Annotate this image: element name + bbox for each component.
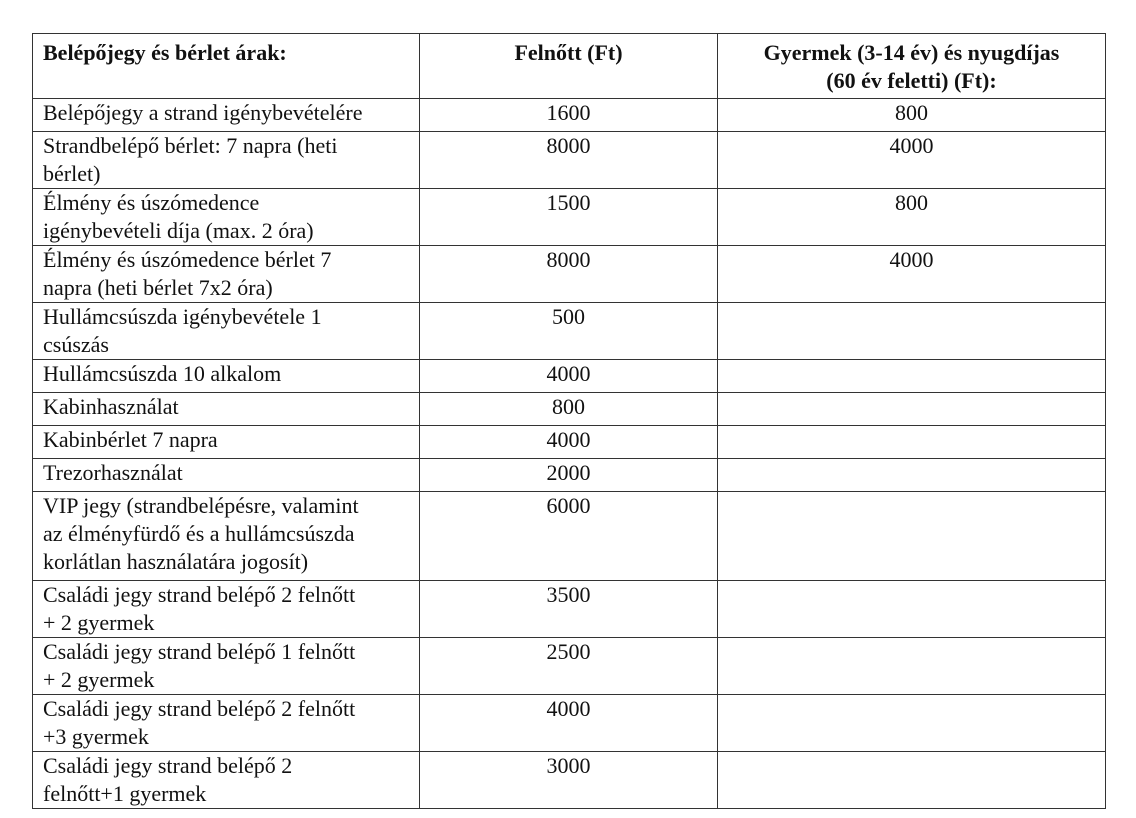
ticket-name-line: +3 gyermek xyxy=(43,724,149,749)
ticket-name-cell xyxy=(33,99,420,132)
ticket-name-cell xyxy=(33,189,420,246)
adult-price-cell: 500 xyxy=(420,303,718,360)
adult-price-cell: 3500 xyxy=(420,581,718,638)
adult-price-cell: 2000 xyxy=(420,459,718,492)
ticket-name-line: felnőtt+1 gyermek xyxy=(43,781,207,806)
child-senior-price-cell xyxy=(718,303,1106,360)
table-row xyxy=(33,752,1106,809)
ticket-name-line: Családi jegy strand belépő 1 felnőtt xyxy=(43,639,356,664)
child-senior-price-cell xyxy=(718,638,1106,695)
child-senior-price-cell xyxy=(718,752,1106,809)
ticket-name-cell xyxy=(33,492,420,581)
table-row xyxy=(33,459,1106,492)
ticket-name-line: Hullámcsúszda 10 alkalom xyxy=(43,361,282,386)
child-senior-price-cell: 4000 xyxy=(718,132,1106,189)
table-row xyxy=(33,638,1106,695)
child-senior-price-cell: 800 xyxy=(718,189,1106,246)
ticket-name-cell xyxy=(33,246,420,303)
ticket-name-line: Kabinhasználat xyxy=(43,394,179,419)
header-adult-label: Felnőtt (Ft) xyxy=(514,40,623,65)
ticket-name-cell xyxy=(33,638,420,695)
child-senior-price-cell: 800 xyxy=(718,99,1106,132)
ticket-name-cell xyxy=(33,459,420,492)
ticket-name-line: + 2 gyermek xyxy=(43,610,155,635)
ticket-name-line: csúszás xyxy=(43,332,109,357)
header-adult xyxy=(420,34,718,99)
ticket-name-cell xyxy=(33,393,420,426)
table-row xyxy=(33,99,1106,132)
adult-price-cell: 3000 xyxy=(420,752,718,809)
table-row xyxy=(33,581,1106,638)
ticket-name-line: Családi jegy strand belépő 2 felnőtt xyxy=(43,696,356,721)
ticket-name-cell xyxy=(33,426,420,459)
ticket-name-line: napra (heti bérlet 7x2 óra) xyxy=(43,275,273,300)
ticket-name-line: Hullámcsúszda igénybevétele 1 xyxy=(43,304,322,329)
ticket-name-line: Trezorhasználat xyxy=(43,460,183,485)
ticket-name-line: Belépőjegy a strand igénybevételére xyxy=(43,100,363,125)
table-row xyxy=(33,492,1106,581)
child-senior-price-cell xyxy=(718,581,1106,638)
table-row xyxy=(33,393,1106,426)
ticket-name-cell xyxy=(33,360,420,393)
ticket-name-line: Családi jegy strand belépő 2 xyxy=(43,753,293,778)
adult-price-cell: 8000 xyxy=(420,132,718,189)
ticket-name-line: az élményfürdő és a hullámcsúszda xyxy=(43,521,355,546)
adult-price-cell: 4000 xyxy=(420,360,718,393)
adult-price-cell: 6000 xyxy=(420,492,718,581)
child-senior-price-cell xyxy=(718,459,1106,492)
ticket-name-line: Strandbelépő bérlet: 7 napra (heti xyxy=(43,133,338,158)
ticket-name-line: igénybevételi díja (max. 2 óra) xyxy=(43,218,314,243)
table-row xyxy=(33,132,1106,189)
ticket-name-line: Kabinbérlet 7 napra xyxy=(43,427,218,452)
price-table xyxy=(32,33,1106,809)
table-row xyxy=(33,303,1106,360)
ticket-name-line: VIP jegy (strandbelépésre, valamint xyxy=(43,493,359,518)
ticket-name-cell xyxy=(33,581,420,638)
ticket-name-cell xyxy=(33,132,420,189)
child-senior-price-cell xyxy=(718,426,1106,459)
adult-price-cell: 1500 xyxy=(420,189,718,246)
ticket-name-line: Élmény és úszómedence bérlet 7 xyxy=(43,247,332,272)
header-ticket-type-label: Belépőjegy és bérlet árak: xyxy=(43,40,287,65)
adult-price-cell: 4000 xyxy=(420,695,718,752)
ticket-name-cell xyxy=(33,303,420,360)
child-senior-price-cell: 4000 xyxy=(718,246,1106,303)
ticket-name-cell xyxy=(33,752,420,809)
header-child-label-line1: Gyermek (3-14 év) és nyugdíjas xyxy=(763,40,1060,65)
child-senior-price-cell xyxy=(718,360,1106,393)
adult-price-cell: 800 xyxy=(420,393,718,426)
ticket-name-line: Élmény és úszómedence xyxy=(43,190,260,215)
ticket-name-line: bérlet) xyxy=(43,161,101,186)
table-body xyxy=(33,99,1106,809)
adult-price-cell: 2500 xyxy=(420,638,718,695)
table-row xyxy=(33,189,1106,246)
table-row xyxy=(33,246,1106,303)
ticket-name-line: Családi jegy strand belépő 2 felnőtt xyxy=(43,582,356,607)
ticket-name-line: + 2 gyermek xyxy=(43,667,155,692)
table-row xyxy=(33,426,1106,459)
ticket-name-cell xyxy=(33,695,420,752)
header-ticket-type xyxy=(33,34,420,99)
adult-price-cell: 8000 xyxy=(420,246,718,303)
adult-price-cell: 4000 xyxy=(420,426,718,459)
header-child-senior xyxy=(718,34,1106,99)
table-row xyxy=(33,360,1106,393)
adult-price-cell: 1600 xyxy=(420,99,718,132)
table-row xyxy=(33,695,1106,752)
child-senior-price-cell xyxy=(718,492,1106,581)
child-senior-price-cell xyxy=(718,393,1106,426)
header-child-label-line2: (60 év feletti) (Ft): xyxy=(826,68,997,93)
header-row xyxy=(33,34,1106,99)
ticket-name-line: korlátlan használatára jogosít) xyxy=(43,549,309,574)
child-senior-price-cell xyxy=(718,695,1106,752)
